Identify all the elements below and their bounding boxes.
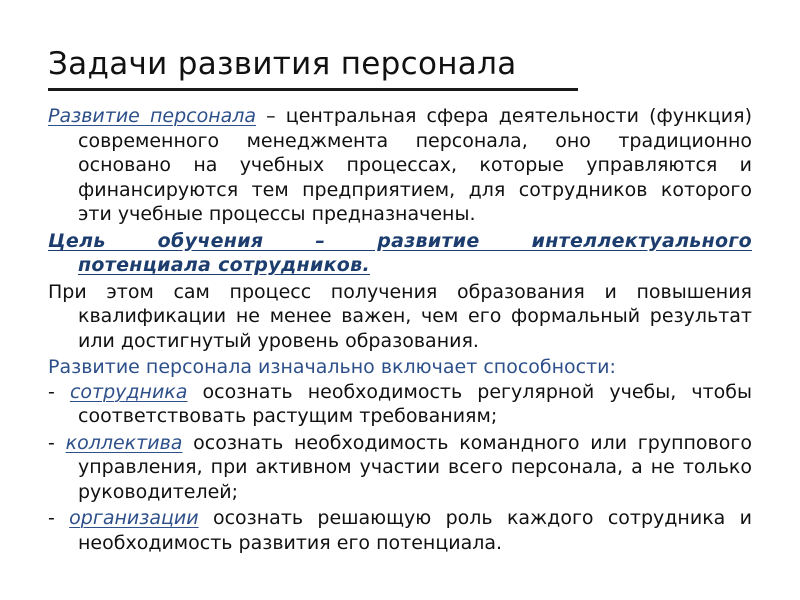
- ability-item-team: [48, 431, 752, 505]
- definition-paragraph: [48, 104, 752, 227]
- definition-text: – центральная сфера деятельности (функция) современного менеджмента персонала, оно традиционно основано на учебных процессах, которые управляются и финансируются тем предприятием, для сотрудников которого эти учебные процессы предназначены.: [78, 105, 752, 225]
- goal-statement: [48, 229, 752, 254]
- abilities-lead: Развитие персонала изначально включает способности:: [48, 356, 616, 378]
- item-term-organization: организации: [69, 507, 199, 529]
- goal-line-2: потенциала сотрудников.: [78, 254, 370, 276]
- goal-statement-cont: [48, 253, 752, 278]
- definition-term: Развитие персонала: [48, 105, 257, 127]
- item-dash: -: [48, 431, 66, 454]
- item-dash: -: [48, 380, 70, 403]
- item-text-team: осознать необходимость командного или группового управления, при активном участии всего персонала, а не только руководителей;: [78, 431, 752, 503]
- item-term-employee: сотрудника: [69, 380, 188, 403]
- process-paragraph: При этом сам процесс получения образования и повышения квалификации не менее важен, чем его формальный результат или достигнутый уровень образования.: [48, 280, 752, 352]
- item-text-employee: осознать необходимость регулярной учебы, чтобы соответствовать растущим требованиям;: [78, 380, 752, 427]
- item-text-organization: осознать решающую роль каждого сотрудника и необходимость развития его потенциала.: [78, 507, 752, 554]
- item-dash: -: [48, 507, 70, 529]
- ability-item-employee: [48, 380, 752, 429]
- ability-item-organization: [48, 506, 752, 555]
- item-term-team: коллектива: [65, 431, 183, 454]
- goal-line-1: Цель обучения – развитие интеллектуального: [48, 229, 752, 252]
- slide-body: [48, 104, 752, 555]
- slide-title: Задачи развития персонала: [48, 46, 517, 82]
- title-underline: [48, 88, 578, 91]
